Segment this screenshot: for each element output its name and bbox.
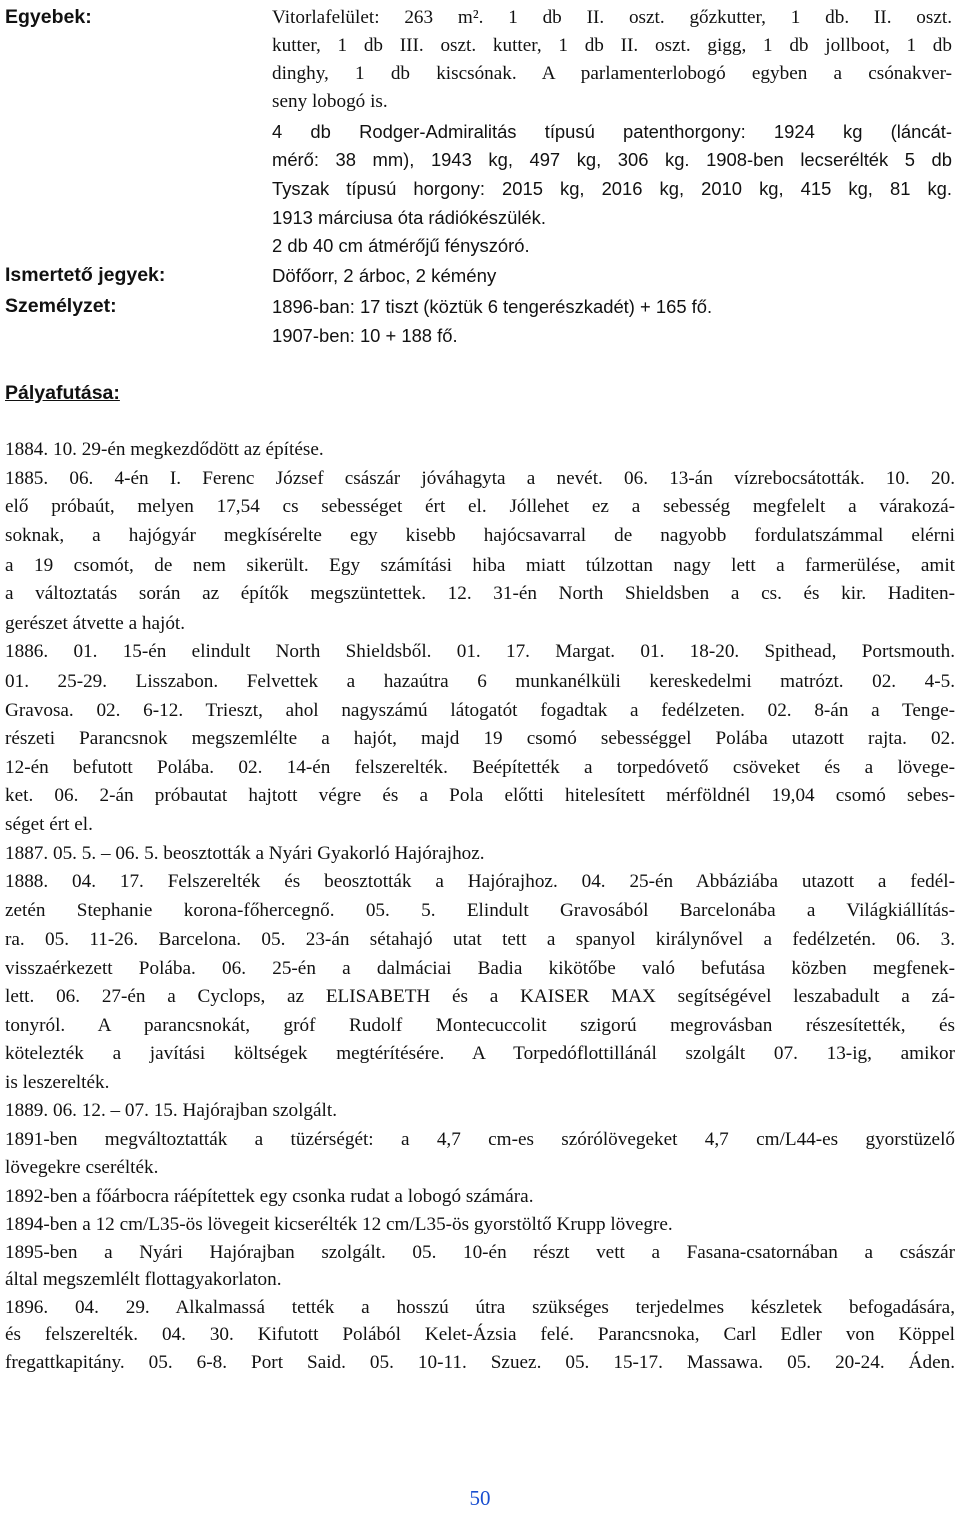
career-line: 1888. 04. 17. Felszerelték és beosztották a Hajórajhoz. 04. 25-én Abbáziába utazott a fedél- <box>5 871 955 892</box>
career-line: 1886. 01. 15-én elindult North Shieldsből. 01. 17. Margat. 01. 18-20. Spithead, Portsmouth. <box>5 641 955 662</box>
szemelyzet-label: Személyzet: <box>5 295 117 317</box>
egyebek-line: 4 db Rodger-Admiralitás típusú patenthorgony: 1924 kg (láncát- <box>272 121 952 142</box>
career-line: 1896. 04. 29. Alkalmassá tették a hosszú útra szükséges terjedelmes készletek befogadására, <box>5 1297 955 1318</box>
career-line: lövegekre cserélték. <box>5 1157 159 1178</box>
career-line: kötelezték a javítási költségek megtérítésére. A Torpedóflottillánál szolgált 07. 13-ig, amikor <box>5 1043 955 1064</box>
career-line: 1889. 06. 12. – 07. 15. Hajórajban szolgált. <box>5 1100 337 1121</box>
career-line: 12-én befutott Polába. 02. 14-én felszerelték. Beépítették a torpedóvető csöveket és a lövege- <box>5 757 955 778</box>
egyebek-line: kutter, 1 db III. oszt. kutter, 1 db II. oszt. gigg, 1 db jollboot, 1 db <box>272 35 952 56</box>
career-line: séget ért el. <box>5 814 93 835</box>
career-line: 1891-ben megváltoztatták a tüzérségét: a 4,7 cm-es szórólövegeket 4,7 cm/L44-es gyorstüzelő <box>5 1129 955 1150</box>
career-line: 1894-ben a 12 cm/L35-ös lövegeit kicserélték 12 cm/L35-ös gyorstöltő Krupp lövegre. <box>5 1214 673 1235</box>
career-line: 1895-ben a Nyári Hajórajban szolgált. 05. 10-én részt vett a Fasana-csatornában a császár <box>5 1242 955 1263</box>
career-line: 01. 25-29. Lisszabon. Felvettek a hazaútra 6 munkanélküli kereskedelmi matrózt. 02. 4-5. <box>5 671 955 692</box>
career-line: soknak, a hajógyár megkísérelte egy kisebb hajócsavarral de nagyobb fordulatszámmal elérni <box>5 525 955 546</box>
career-line: fregattkapitány. 05. 6-8. Port Said. 05. 10-11. Szuez. 05. 15-17. Massawa. 05. 20-24. Áden. <box>5 1352 955 1373</box>
egyebek-line: Tyszak típusú horgony: 2015 kg, 2016 kg, 2010 kg, 415 kg, 81 kg. <box>272 178 952 199</box>
szemelyzet-line: 1896-ban: 17 tiszt (köztük 6 tengerészkadét) + 165 fő. <box>272 296 713 317</box>
career-line: lett. 06. 27-én a Cyclops, az ELISABETH és a KAISER MAX segítségével leszabadult a zá- <box>5 986 955 1007</box>
career-line: és felszerelték. 04. 30. Kifutott Polából Kelet-Ázsia felé. Parancsnoka, Carl Edler von Köppel <box>5 1324 955 1345</box>
career-line: elő próbaút, melyen 17,54 cs sebességet ért el. Jóllehet ez a sebesség megfelelt a várakozá- <box>5 496 955 517</box>
career-line: is leszerelték. <box>5 1072 110 1093</box>
egyebek-line: 2 db 40 cm átmérőjű fényszóró. <box>272 235 530 256</box>
career-line: a változtatás során az építők megszüntettek. 12. 31-én North Shieldsben a cs. és kir. Haditen- <box>5 583 955 604</box>
ismerteto-label: Ismertető jegyek: <box>5 264 166 286</box>
career-line: 1884. 10. 29-én megkezdődött az építése. <box>5 439 324 460</box>
szemelyzet-line: 1907-ben: 10 + 188 fő. <box>272 325 458 346</box>
career-line: a 19 csomót, de nem sikerült. Egy számítási hiba miatt túlzottan nagy lett a farmerülése, amit <box>5 555 955 576</box>
career-line: 1885. 06. 4-én I. Ferenc József császár jóváhagyta a nevét. 06. 13-án vízrebocsátották. 10. 20. <box>5 468 955 489</box>
career-heading: Pályafutása: <box>5 382 120 404</box>
career-line: 1887. 05. 5. – 06. 5. beosztották a Nyári Gyakorló Hajórajhoz. <box>5 843 485 864</box>
career-line: Gravosa. 02. 6-12. Trieszt, ahol nagyszámú látogatót fogadtak a fedélzeten. 02. 8-án a Tenge- <box>5 700 955 721</box>
egyebek-line: 1913 márciusa óta rádiókészülék. <box>272 207 546 228</box>
career-line: részeti Parancsnok megszemlélte a hajót, majd 19 csomó sebességgel Polába utazott rajta. 02. <box>5 728 955 749</box>
career-line: tonyról. A parancsnokát, gróf Rudolf Montecuccolit szigorú megrovásban részesítették, és <box>5 1015 955 1036</box>
page-number: 50 <box>469 1486 491 1510</box>
career-line: 1892-ben a főárbocra ráépítettek egy csonka rudat a lobogó számára. <box>5 1186 534 1207</box>
career-line: által megszemlélt flottagyakorlaton. <box>5 1269 282 1290</box>
egyebek-line: Vitorlafelület: 263 m². 1 db II. oszt. gőzkutter, 1 db. II. oszt. <box>272 7 952 28</box>
egyebek-line: mérő: 38 mm), 1943 kg, 497 kg, 306 kg. 1908-ben lecserélték 5 db <box>272 149 952 170</box>
career-line: visszaérkezett Polába. 06. 25-én a dalmáciai Badia kikötőbe való befutása közben megfenek- <box>5 958 955 979</box>
career-line: gerészet átvette a hajót. <box>5 613 186 634</box>
career-line: zetén Stephanie korona-főhercegnő. 05. 5. Elindult Gravosából Barcelonába a Világkiállítás- <box>5 900 955 921</box>
egyebek-line: seny lobogó is. <box>272 91 388 112</box>
egyebek-label: Egyebek: <box>5 6 92 28</box>
career-line: ket. 06. 2-án próbautat hajtott végre és a Pola előtti hitelesített mérföldnél 19,04 csomó sebes- <box>5 785 955 806</box>
ismerteto-value: Döfőorr, 2 árboc, 2 kémény <box>272 265 497 286</box>
career-line: ra. 05. 11-26. Barcelona. 05. 23-án sétahajó utat tett a spanyol királynővel a fedélzetén. 06. 3. <box>5 929 955 950</box>
egyebek-line: dinghy, 1 db kiscsónak. A parlamenterlobogó egyben a csónakver- <box>272 63 952 84</box>
